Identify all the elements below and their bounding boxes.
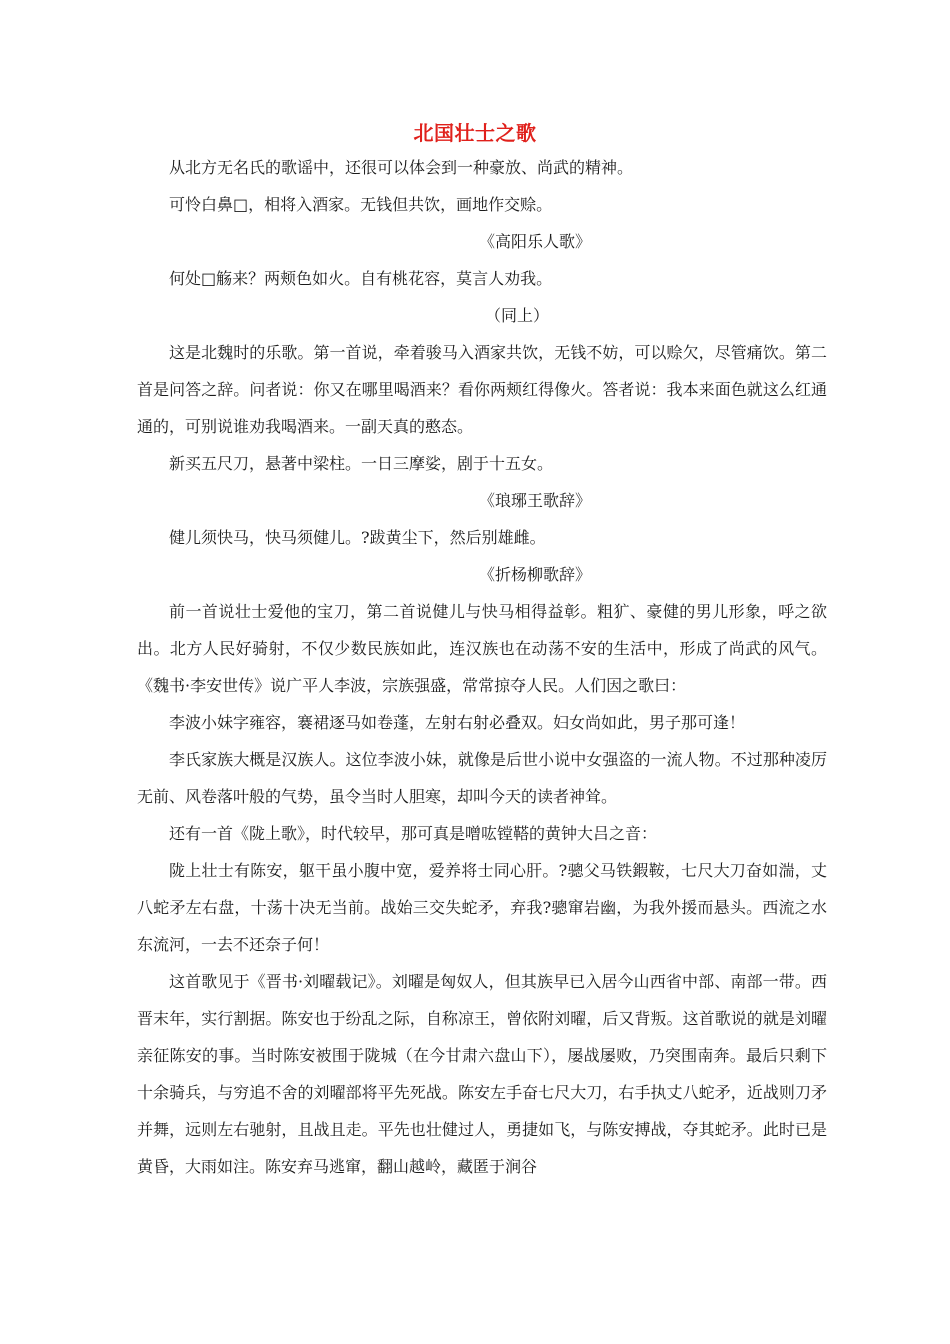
paragraph: 从北方无名氏的歌谣中，还很可以体会到一种豪放、尚武的精神。 [169,158,634,177]
poem-source: 《高阳乐人歌》 [479,232,592,251]
poem-line: 何处□觞来？两颊色如火。自有桃花容，莫言人劝我。 [169,269,553,288]
poem-source: 《折杨柳歌辞》 [479,565,592,584]
poem-source: 《琅琊王歌辞》 [479,491,592,510]
document-body [137,149,827,1185]
paragraph: 李氏家族大概是汉族人。这位李波小妹，就像是后世小说中女强盗的一流人物。不过那种凌厉无前、风卷落叶般的气势，虽令当时人胆寒，却叫今天的读者神耸。 [137,750,827,806]
paragraph: 这是北魏时的乐歌。第一首说，牵着骏马入酒家共饮，无钱不妨，可以赊欠，尽管痛饮。第二首是问答之辞。问者说：你又在哪里喝酒来？看你两颊红得像火。答者说：我本来面色就这么红通通的，可别说谁劝我喝酒来。一副天真的憨态。 [137,343,827,436]
paragraph: 这首歌见于《晋书·刘曜载记》。刘曜是匈奴人，但其族早已入居今山西省中部、南部一带。西晋末年，实行割据。陈安也于纷乱之际，自称凉王，曾依附刘曜，后又背叛。这首歌说的就是刘曜亲征陈安的事。当时陈安被围于陇城（在今甘肃六盘山下），屡战屡败，乃突围南奔。最后只剩下十余骑兵，与穷追不舍的刘曜部将平先死战。陈安左手奋七尺大刀，右手执丈八蛇矛，近战则刀矛并舞，远则左右驰射，且战且走。平先也壮健过人，勇捷如飞，与陈安搏战，夺其蛇矛。此时已是黄昏，大雨如注。陈安弃马逃窜，翻山越岭，藏匿于涧谷 [137,972,827,1176]
poem-line: 新买五尺刀，悬著中梁柱。一日三摩娑，剧于十五女。 [169,454,554,473]
poem-line: 李波小妹字雍容，褰裙逐马如卷蓬，左射右射必叠双。妇女尚如此，男子那可逢！ [169,713,746,732]
paragraph: 还有一首《陇上歌》，时代较早，那可真是噌吰镗鞳的黄钟大吕之音： [169,824,658,843]
paragraph: 前一首说壮士爱他的宝刀，第二首说健儿与快马相得益彰。粗犷、豪健的男儿形象，呼之欲出。北方人民好骑射，不仅少数民族如此，连汉族也在动荡不安的生活中，形成了尚武的风气。《魏书·李安世传》说广平人李波，宗族强盛，常常掠夺人民。人们因之歌曰： [137,602,827,695]
document-title: 北国壮士之歌 [413,121,537,145]
poem-line: 健儿须快马，快马须健儿。?跋黄尘下，然后别雄雌。 [169,528,546,547]
poem-source: （同上） [485,306,550,325]
poem-line: 陇上壮士有陈安，躯干虽小腹中宽，爱养将士同心肝。?骢父马铁鍜鞍，七尺大刀奋如湍，丈八蛇矛左右盘，十荡十决无当前。战始三交失蛇矛，弃我?骢窜岩幽，为我外援而悬头。西流之水东流河，一去不还奈子何！ [137,861,827,954]
poem-line: 可怜白鼻□，相将入酒家。无钱但共饮，画地作交赊。 [169,195,553,214]
